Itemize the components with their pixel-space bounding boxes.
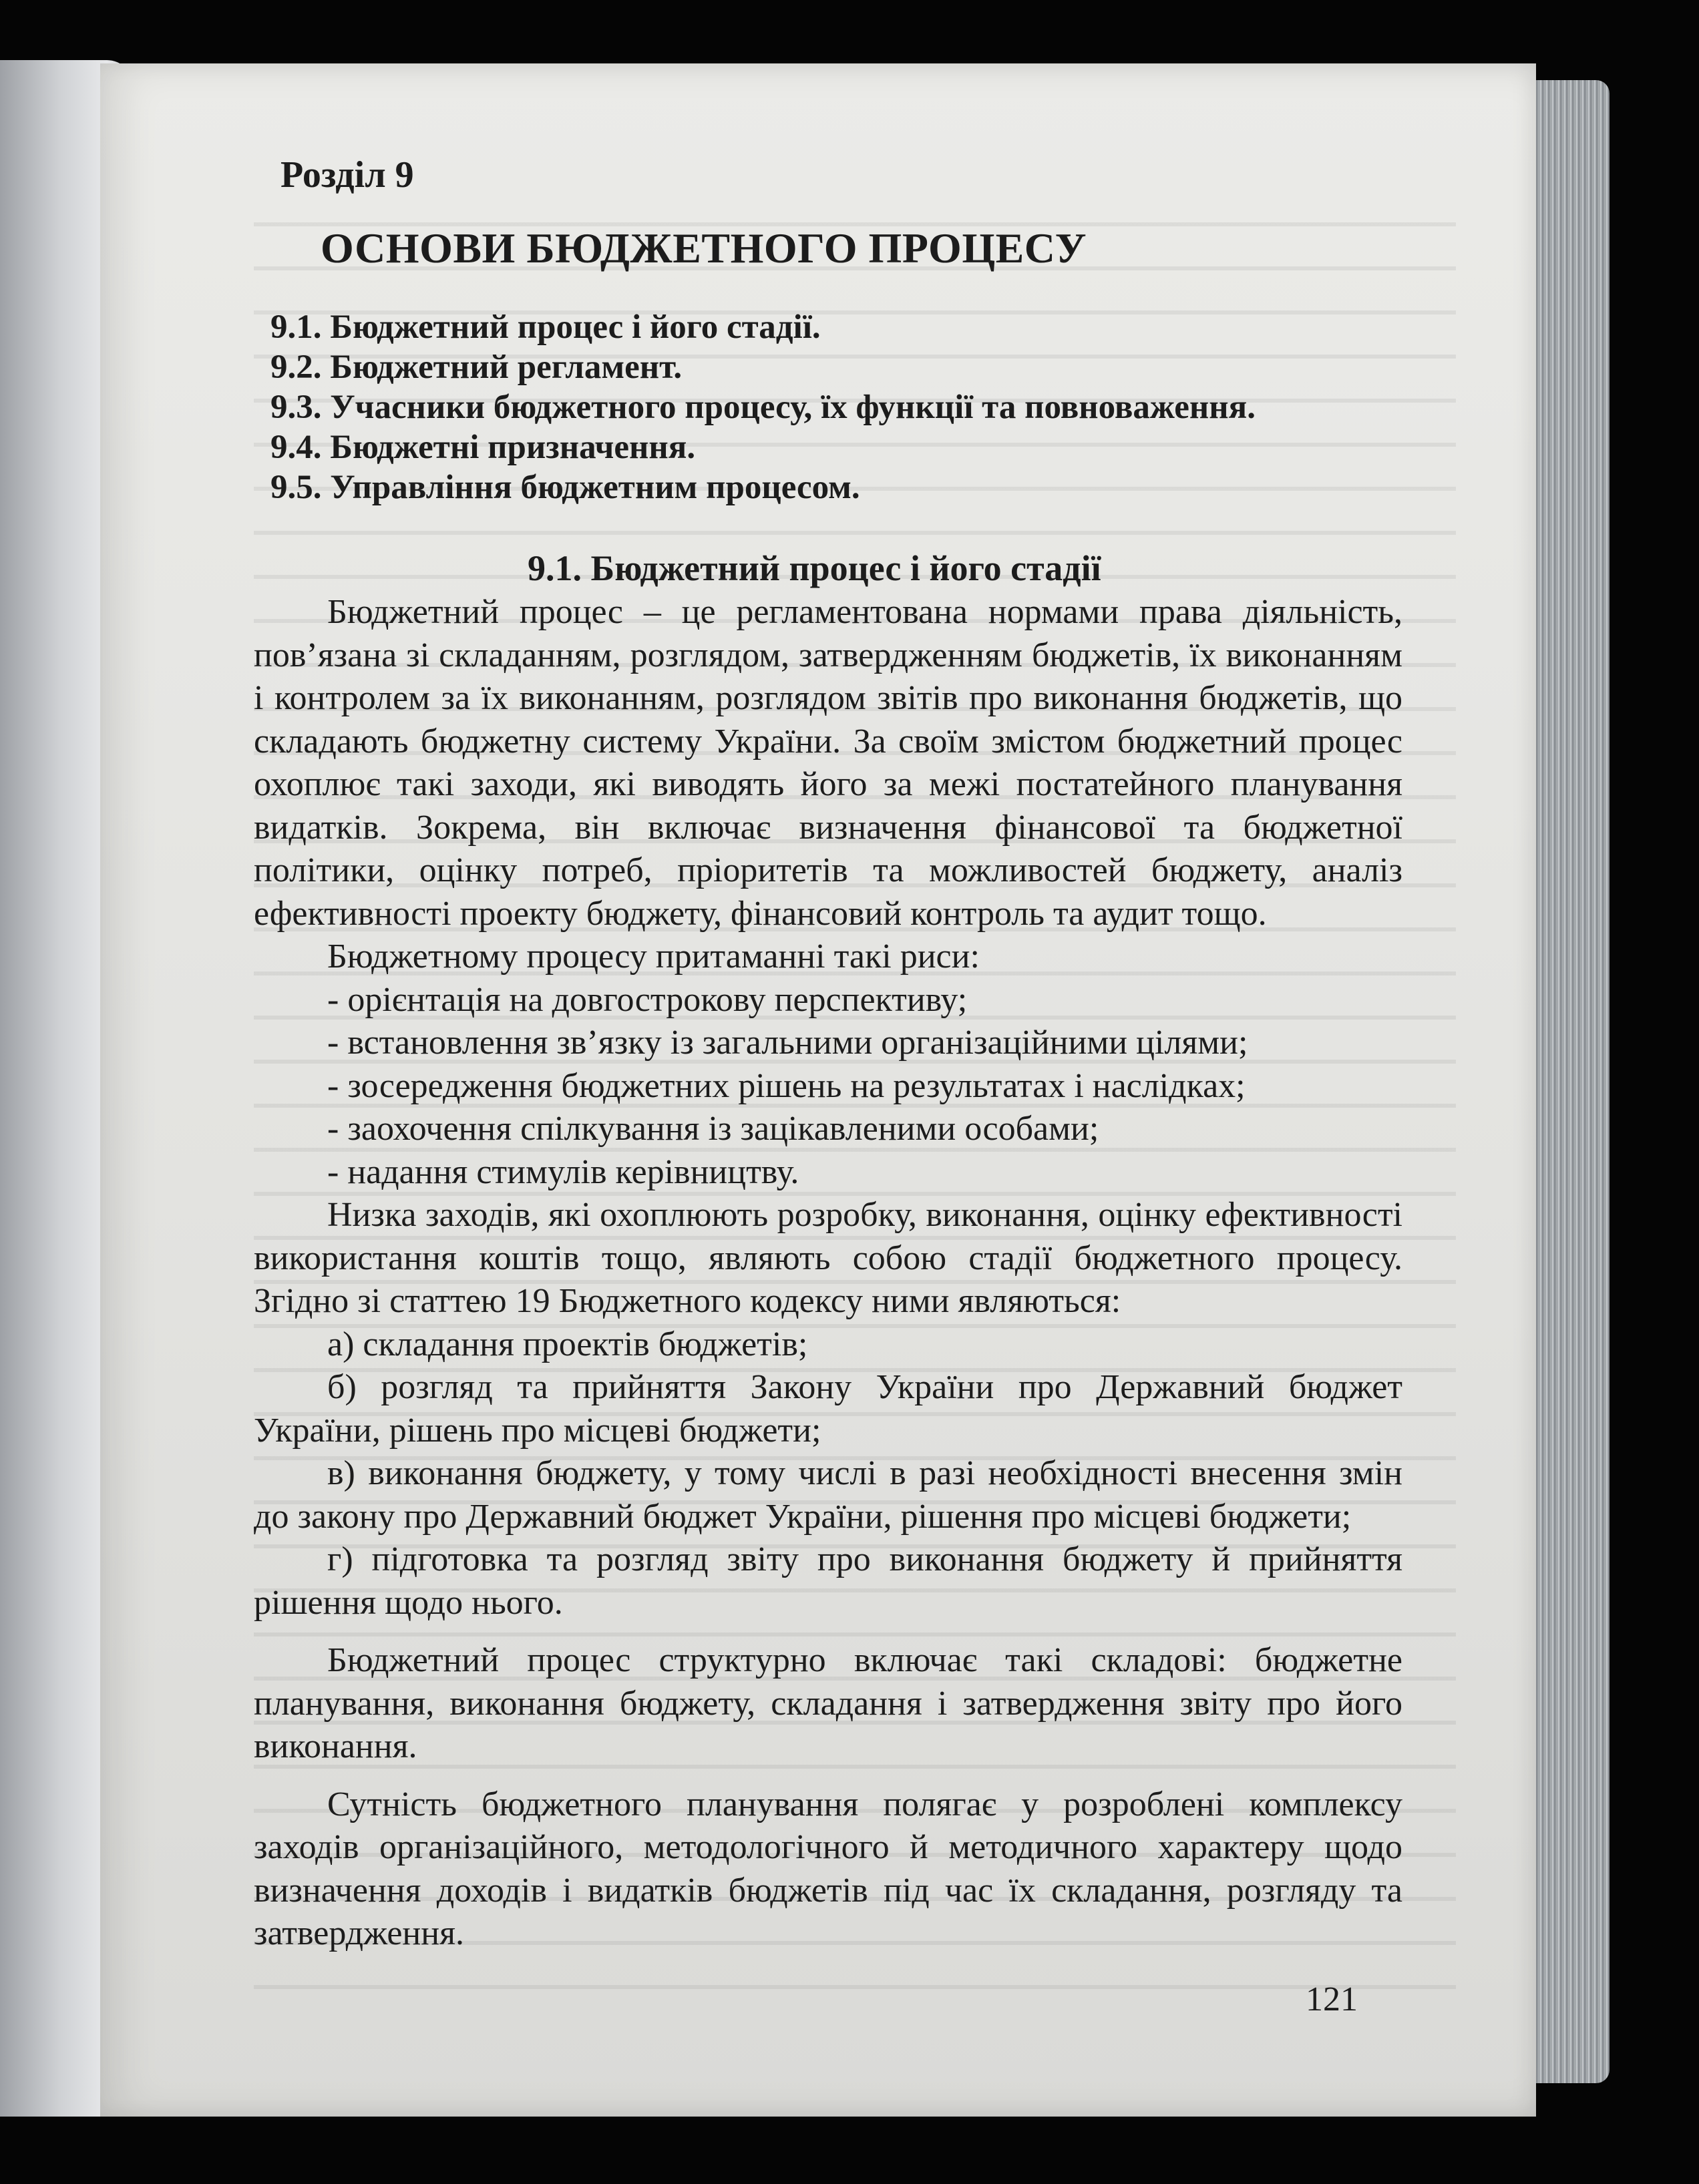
chapter-label: Розділ 9 [280, 154, 414, 196]
feature-item: - надання стимулів керівництву. [327, 1152, 799, 1191]
section-heading: 9.1. Бюджетний процес і його стадії [528, 548, 1101, 588]
page-number: 121 [1306, 1980, 1358, 2018]
paragraph: Бюджетному процесу притаманні такі риси: [327, 937, 980, 975]
chapter-contents [270, 307, 1256, 507]
stage-item: г) підготовка та розгляд звіту про виконання бюджету й прийняття рішення щодо нього. [254, 1540, 1402, 1622]
feature-item: - заохочення спілкування із зацікавленими особами; [327, 1110, 1099, 1148]
feature-item: - зосередження бюджетних рішень на результатах і наслідках; [327, 1066, 1246, 1105]
book-page [100, 63, 1536, 2117]
stage-item: б) розгляд та прийняття Закону України про Державний бюджет України, рішень про місцеві бюджети; [254, 1368, 1402, 1450]
toc-item: 9.2. Бюджетний регламент. [270, 349, 683, 386]
stage-item: а) складання проектів бюджетів; [327, 1325, 808, 1363]
feature-item: - встановлення зв’язку із загальними організаційними цілями; [327, 1024, 1248, 1062]
chapter-title: ОСНОВИ БЮДЖЕТНОГО ПРОЦЕСУ [321, 224, 1087, 272]
section-body [254, 591, 1402, 1956]
paragraph: Бюджетний процес структурно включає такі складові: бюджетне планування, виконання бюджету, складання і затвердження звіту про його виконання. [254, 1641, 1402, 1765]
toc-item: 9.1. Бюджетний процес і його стадії. [270, 308, 821, 346]
paragraph: Низка заходів, які охоплюють розробку, виконання, оцінку ефективності використання коштів тощо, являють собою стадії бюджетного процесу. Згідно зі статтею 19 Бюджетного кодексу ними являються: [254, 1196, 1402, 1320]
paragraph: Сутність бюджетного планування полягає у розроблені комплексу заходів організаційного, методологічного й методичного характеру щодо визначення доходів і видатків бюджетів під час їх складання, розгляду та затвердження. [254, 1785, 1402, 1952]
stage-item: в) виконання бюджету, у тому числі в разі необхідності внесення змін до закону про Державний бюджет України, рішення про місцеві бюджети; [254, 1454, 1402, 1536]
toc-item: 9.4. Бюджетні призначення. [270, 429, 696, 466]
toc-item: 9.5. Управління бюджетним процесом. [270, 469, 860, 506]
toc-item: 9.3. Учасники бюджетного процесу, їх функції та повноваження. [270, 389, 1256, 426]
feature-item: - орієнтація на довгострокову перспективу; [327, 980, 968, 1019]
paragraph: Бюджетний процес – це регламентована нормами права діяльність, пов’язана зі складанням, розглядом, затвердженням бюджетів, їх виконанням і контролем за їх виконанням, розглядом звітів про виконання бюджетів, що складають бюджетну систему України. За своїм змістом бюджетний процес охоплює такі заходи, які виводять його за межі постатейного планування видатків. Зокрема, він включає визначення фінансової та бюджетної політики, оцінку потреб, пріоритетів та можливостей бюджету, аналіз ефективності проекту бюджету, фінансовий контроль та аудит тощо. [254, 593, 1402, 933]
